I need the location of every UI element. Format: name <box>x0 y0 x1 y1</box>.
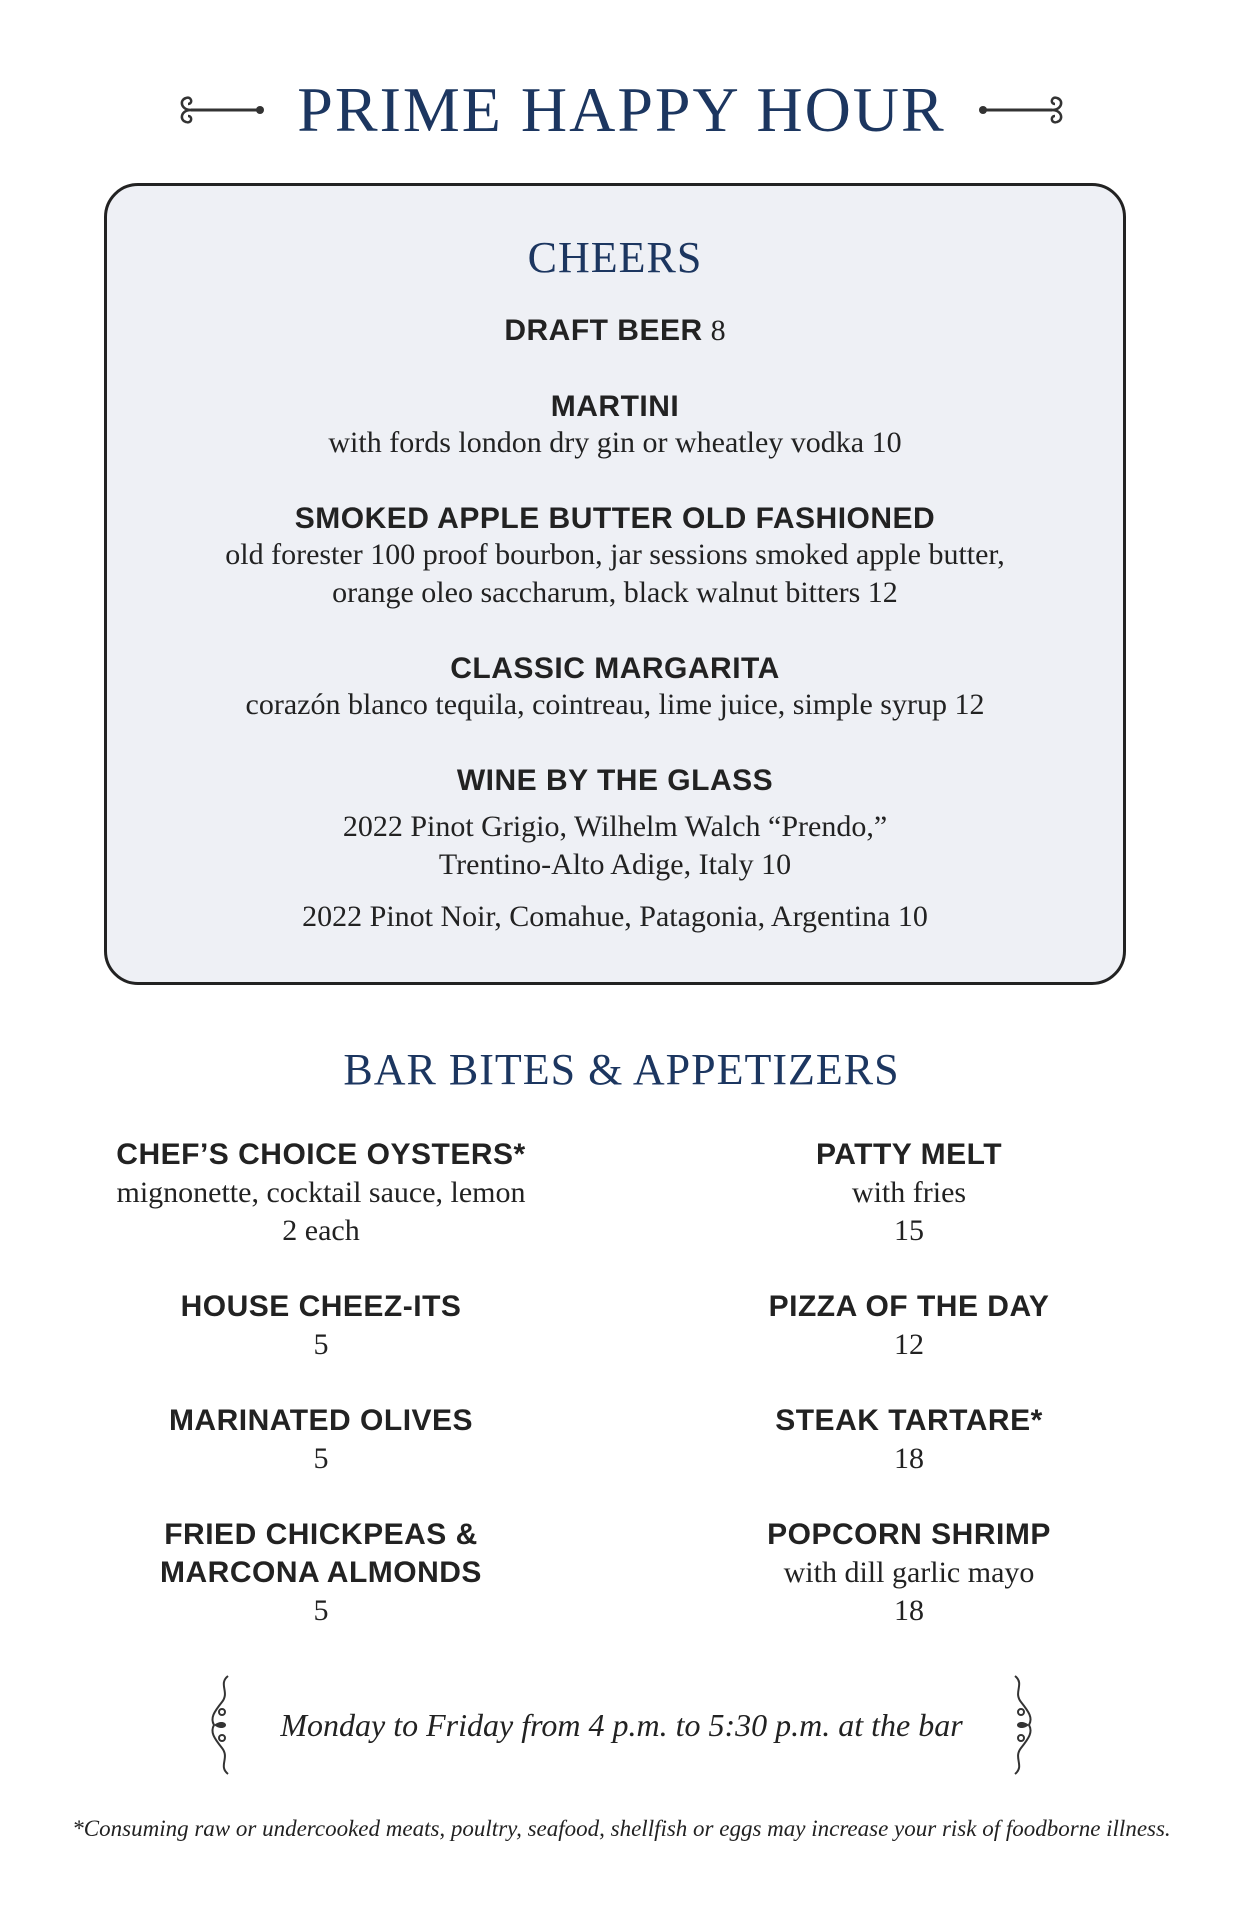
drink-description-line: old forester 100 proof bourbon, jar sessions smoked apple butter, <box>225 538 1005 571</box>
bite-line: 18 <box>894 1594 924 1627</box>
bite-name: POPCORN SHRIMP <box>767 1518 1051 1551</box>
bite-line: 5 <box>313 1442 329 1475</box>
bite-name: CHEF’S CHOICE OYSTERS* <box>116 1138 526 1171</box>
drink-description-line: orange oleo saccharum, black walnut bitters 12 <box>332 576 898 609</box>
drink-item-margarita <box>107 652 1123 724</box>
bite-item <box>41 1402 601 1478</box>
drinks-panel <box>104 183 1126 985</box>
bite-item <box>41 1516 601 1630</box>
bite-name: HOUSE CHEEZ-ITS <box>180 1290 462 1323</box>
drink-item-old-fashioned <box>107 502 1123 612</box>
bite-name-line: FRIED CHICKPEAS & <box>164 1518 478 1551</box>
bite-line: 2 each <box>282 1214 360 1247</box>
drink-name: DRAFT BEER <box>504 314 703 347</box>
left-flourish-icon <box>177 90 267 130</box>
wine-entry <box>107 898 1123 936</box>
wine-entry <box>107 808 1123 884</box>
title-row <box>0 70 1243 150</box>
bites-heading: BAR BITES & APPETIZERS <box>343 1045 900 1094</box>
bite-line: 5 <box>313 1328 329 1361</box>
drink-name: SMOKED APPLE BUTTER OLD FASHIONED <box>294 502 936 535</box>
right-scroll-ornament-icon <box>1003 1670 1043 1780</box>
hours-text: Monday to Friday from 4 p.m. to 5:30 p.m. at the bar <box>280 1706 963 1743</box>
bite-name: MARINATED OLIVES <box>168 1404 474 1437</box>
bite-name-line: MARCONA ALMONDS <box>160 1556 482 1589</box>
bite-line: mignonette, cocktail sauce, lemon <box>116 1176 526 1209</box>
bite-item <box>629 1136 1189 1250</box>
page-title: PRIME HAPPY HOUR <box>297 74 946 145</box>
bite-item <box>41 1136 601 1250</box>
drink-description: with fords london dry gin or wheatley vodka 10 <box>328 426 902 459</box>
bite-line: with dill garlic mayo <box>783 1556 1035 1589</box>
drink-name: MARTINI <box>550 390 680 423</box>
drink-item-martini <box>107 390 1123 462</box>
bite-line: with fries <box>851 1176 967 1209</box>
bite-item <box>629 1516 1189 1630</box>
drink-item-draft-beer <box>107 314 1123 348</box>
bite-name: PIZZA OF THE DAY <box>768 1290 1050 1323</box>
wine-line: Trentino-Alto Adige, Italy 10 <box>438 848 792 881</box>
bite-line: 18 <box>894 1442 924 1475</box>
drink-name: WINE BY THE GLASS <box>456 764 774 797</box>
bite-item <box>629 1288 1189 1364</box>
cheers-heading: CHEERS <box>527 233 703 282</box>
bite-line: 15 <box>894 1214 924 1247</box>
wine-line: 2022 Pinot Grigio, Wilhelm Walch “Prendo,” <box>342 810 888 843</box>
drink-item-wine <box>107 764 1123 936</box>
right-flourish-icon <box>976 90 1066 130</box>
drink-description: corazón blanco tequila, cointreau, lime juice, simple syrup 12 <box>245 688 985 721</box>
left-scroll-ornament-icon <box>200 1670 240 1780</box>
wine-line: 2022 Pinot Noir, Comahue, Patagonia, Argentina 10 <box>302 900 928 933</box>
bite-item <box>41 1288 601 1364</box>
bite-line: 5 <box>313 1594 329 1627</box>
bite-item <box>629 1402 1189 1478</box>
bite-name: PATTY MELT <box>815 1138 1003 1171</box>
hours-row <box>0 1670 1243 1780</box>
disclaimer: *Consuming raw or undercooked meats, poultry, seafood, shellfish or eggs may increase your risk of foodborne illness. <box>72 1816 1171 1841</box>
bite-line: 12 <box>894 1328 924 1361</box>
bite-name: STEAK TARTARE* <box>775 1404 1043 1437</box>
drink-name: CLASSIC MARGARITA <box>450 652 780 685</box>
drink-price: 8 <box>710 314 726 347</box>
